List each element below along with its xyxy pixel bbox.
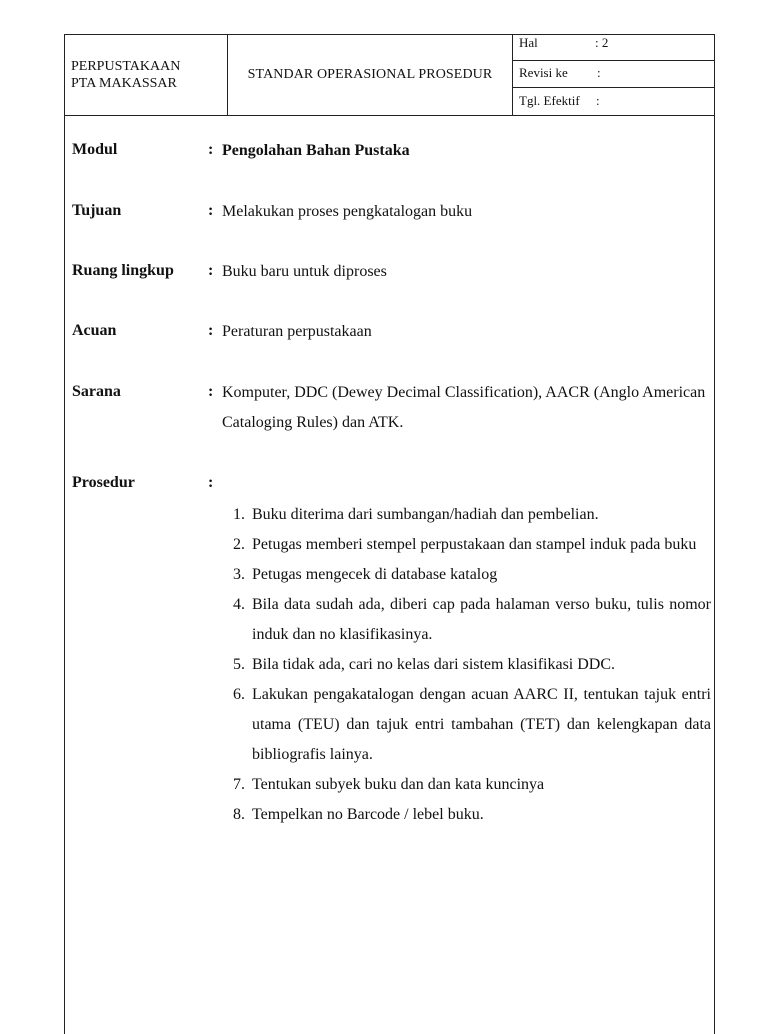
step-text: Tentukan subyek buku dan dan kata kuncinya xyxy=(252,776,545,793)
procedure-step xyxy=(215,650,711,680)
revisi-value: : xyxy=(597,65,601,80)
step-text: Petugas memberi stempel perpustakaan dan stampel induk pada buku xyxy=(252,536,697,553)
prosedur-label: Prosedur xyxy=(72,474,135,491)
step-number: 7. xyxy=(233,776,245,793)
step-number: 3. xyxy=(233,566,245,583)
step-text: Bila data sudah ada, diberi cap pada halaman verso buku, tulis nomor induk dan no klasifikasinya. xyxy=(252,596,711,643)
acuan-colon: : xyxy=(208,322,214,339)
tujuan-value: Melakukan proses pengkatalogan buku xyxy=(222,203,473,220)
tujuan-colon: : xyxy=(208,202,214,219)
hal-value: : 2 xyxy=(595,35,609,50)
procedure-step xyxy=(215,770,711,800)
prosedur-colon: : xyxy=(208,474,214,491)
acuan-value: Peraturan perpustakaan xyxy=(222,323,372,340)
ruang-lingkup-value: Buku baru untuk diproses xyxy=(222,263,387,280)
procedure-step xyxy=(215,800,711,830)
step-text: Tempelkan no Barcode / lebel buku. xyxy=(252,806,484,823)
acuan-label: Acuan xyxy=(72,322,117,339)
modul-value: Pengolahan Bahan Pustaka xyxy=(222,142,410,159)
step-number: 4. xyxy=(233,596,245,613)
step-number: 6. xyxy=(233,686,245,703)
procedure-step xyxy=(215,500,711,530)
sop-document xyxy=(64,34,715,1034)
header-meta xyxy=(513,35,714,115)
step-text: Bila tidak ada, cari no kelas dari sistem klasifikasi DDC. xyxy=(252,656,616,673)
step-text: Buku diterima dari sumbangan/hadiah dan pembelian. xyxy=(252,506,599,523)
procedure-step xyxy=(215,530,711,560)
modul-colon: : xyxy=(208,141,214,158)
procedure-step xyxy=(215,590,711,650)
step-number: 1. xyxy=(233,506,245,523)
step-number: 5. xyxy=(233,656,245,673)
meta-row-hal xyxy=(513,35,714,61)
sop-header-table xyxy=(65,35,714,116)
sarana-value: Komputer, DDC (Dewey Decimal Classification), AACR (Anglo American Cataloging Rules) dan ATK. xyxy=(222,384,706,431)
meta-row-revisi xyxy=(513,61,714,88)
step-text: Petugas mengecek di database katalog xyxy=(252,566,498,583)
tgl-efektif-label: Tgl. Efektif xyxy=(519,93,580,108)
sarana-colon: : xyxy=(208,383,214,400)
step-number: 2. xyxy=(233,536,245,553)
procedure-steps-list xyxy=(215,500,711,830)
header-organization xyxy=(65,35,228,115)
org-name-line2: PTA MAKASSAR xyxy=(71,76,177,91)
sarana-label: Sarana xyxy=(72,383,121,400)
hal-label: Hal xyxy=(519,35,538,50)
ruang-lingkup-label: Ruang lingkup xyxy=(72,262,174,279)
tujuan-label: Tujuan xyxy=(72,202,122,219)
modul-label: Modul xyxy=(72,141,118,158)
procedure-step xyxy=(215,680,711,770)
revisi-label: Revisi ke xyxy=(519,65,568,80)
step-text: Lakukan pengakatalogan dengan acuan AARC II, tentukan tajuk entri utama (TEU) dan tajuk entri tambahan (TET) dan kelengkapan data bibliografis lainya. xyxy=(252,686,711,763)
org-name-line1: PERPUSTAKAAN xyxy=(71,59,181,74)
ruang-lingkup-colon: : xyxy=(208,262,214,279)
tgl-efektif-value: : xyxy=(596,93,600,108)
meta-row-tgl-efektif xyxy=(513,88,714,115)
step-number: 8. xyxy=(233,806,245,823)
procedure-step xyxy=(215,560,711,590)
header-title: STANDAR OPERASIONAL PROSEDUR xyxy=(228,35,513,115)
